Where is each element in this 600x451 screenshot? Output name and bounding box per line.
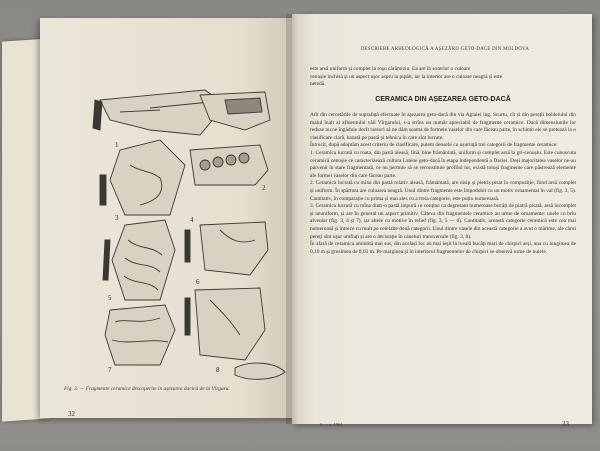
fragment-3 [110, 140, 185, 215]
paragraph: Întrucît, după adoptăm acest criteriu de clasificare, putem deosebi cu ușurință trei categorii de fragmente ceramice: [310, 142, 558, 149]
paragraph: 3. Ceramica lucrată cu mîna dintr-o pastă impură ce conține ca degresant numeroase bucăți de piatră pisată, arsă incomplet și neuniform, și are în general un aspect primitiv. Câteva din fragmentele ceramice au urme de ornamente: unele cu brîu alveolar (fig. 3, 4 și 7), iar altele cu motive în relief (fig. 3, 5 — 6). Cantitativ, această categorie ceramică este cea mai numeroasă și întrece cu mult pe celelalte două categorii. Unul dintre vasele din această categorie a avut o mărime, ale cărui pereți sînt ușor umflați și are o decorație în caneluri transversale (fig. 3, 8). [310, 203, 576, 240]
fragment-7 [105, 305, 175, 365]
intro-line: este arsă uniform și complet la roșu cărămiziu. Ea are în exterior o culoare [310, 66, 471, 72]
intro-text [310, 66, 576, 89]
figure-label-6: 6 [196, 278, 200, 286]
fragment-5 [112, 220, 175, 300]
fragment-8 [195, 288, 265, 360]
section-heading: CERAMICA DIN AȘEZAREA GETO-DACĂ [375, 96, 511, 103]
intro-line: netedă. [310, 81, 326, 88]
left-page-number: 32 [68, 410, 75, 418]
body-text [310, 112, 576, 256]
paragraph: Atît din cercetările de suprafață efectuate în așezarea geto-dacă din via Aglaiei ing. Scurtu, cît și din pereții boldeiului din malul înalt al afluentului văii Vîrgarului, s-a strîns un număr apreciabil de fragmente ceramice. Dacă dimensiunile lor reduse nu ne îngăduie decît rareori să ne dăm seama de formele vaselor din care făceau parte, în schimb ele se pretează la o clasificare clară, bazată pe pastă și tehnica în care sînt lucrate. [310, 112, 576, 141]
figure-label-3: 3 [115, 214, 119, 222]
paragraph: În afară de ceramica amintită mai sus, din același loc au mai ieșit la iveală bucăți mari de chirpici arși, una cu lungimea de 0,10 m și grosimea de 0,03 m. Pe marginea și în interiorul fragmentelor de chirpici se observă urme de nuiele. [310, 241, 576, 255]
paragraph: 1. Ceramica lucrată cu roata, din pastă aleasă, fină, bine frământată, uniform și complet arsă la gri-cenușiu. Este cunoscuta ceramică cenușie ce caracterizează cultura Latène geto-dacă în etapa independentă a Daciei. Deși majoritatea vaselor ne-au parvenit în stare fragmentară, ce nu permite să se reconstituie profilul lor, există totuși fragmente care păstrează elemente ale formei vaselor din care făceau parte. [310, 149, 576, 179]
figure-label-2: 2 [262, 184, 266, 192]
footnote: 3 — c. 1961 [320, 422, 343, 427]
figure-label-4: 4 [190, 216, 194, 224]
right-page-number: 33 [562, 420, 569, 428]
figure-label-1: 1 [115, 141, 119, 149]
figure-caption: Fig. 3. — Fragmente ceramice descoperite in așezarea dacică de la Vîrgaru. [64, 386, 230, 392]
figure-label-7: 7 [108, 366, 112, 374]
figure-label-5: 5 [108, 294, 112, 302]
paragraph: 2. Ceramica lucrată cu mîna din pastă relativ aleasă, frământată, are nisip și pietriș pisat în compoziție, fiind arsă complet și uniform. În spărtura are culoarea neagră. Unul dintre fragmente este împodobit cu un motiv ornamental în val (fig. 3, 5). Cantitativ, în comparație cu prima și mai ales cu a treia categorie, este puțin numeroasă. [310, 180, 576, 202]
fragment-small [235, 363, 285, 379]
intro-line: cenușie închisă și un aspect ușor aspru la pipăit, iar la interior are o culoare neagră și este [310, 73, 503, 80]
running-head: DESCRIERE ARHEOLOGICĂ A AȘEZĂRII GETO-DACE DIN MOLDOVA [360, 47, 530, 52]
book-gutter [286, 14, 298, 424]
figure-label-8: 8 [216, 366, 220, 374]
fragment-6 [200, 222, 268, 275]
